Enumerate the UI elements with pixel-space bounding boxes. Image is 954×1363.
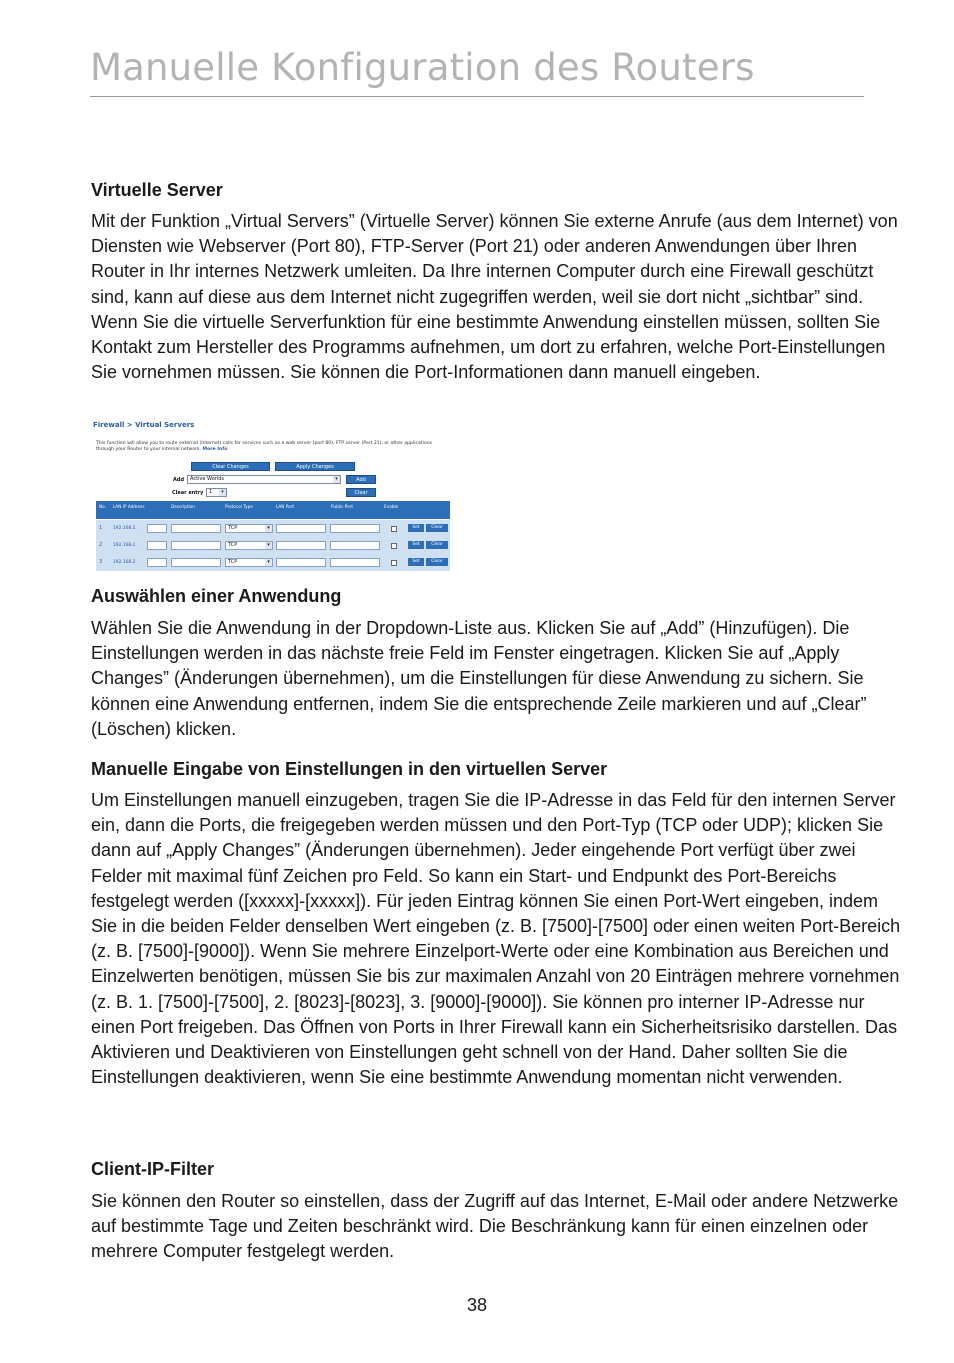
clear-row-button[interactable]: Clear bbox=[426, 524, 448, 532]
column-header: LAN Port bbox=[276, 504, 295, 509]
section-heading: Auswählen einer Anwendung bbox=[91, 586, 342, 606]
public-port-input[interactable] bbox=[330, 558, 380, 567]
virtual-servers-screenshot bbox=[93, 419, 451, 577]
public-port-input[interactable] bbox=[330, 541, 380, 550]
column-header: Enable bbox=[384, 504, 399, 509]
more-info-link[interactable]: More Info bbox=[202, 447, 228, 452]
add-button[interactable]: Add bbox=[346, 475, 376, 484]
breadcrumb: Firewall > Virtual Servers bbox=[93, 421, 195, 429]
column-header: No. bbox=[99, 504, 106, 509]
intro-body: This function will allow you to route external (Internet) calls for services such as a web server (port 80), FTP server (Port 21), or other applications through your Router to your internal network. bbox=[96, 441, 433, 452]
lan-port-input[interactable] bbox=[276, 524, 326, 533]
set-button[interactable]: Set bbox=[408, 558, 424, 566]
clear-row-button[interactable]: Clear bbox=[426, 558, 448, 566]
lan-port-input[interactable] bbox=[276, 541, 326, 550]
protocol-value: TCP bbox=[228, 542, 238, 548]
section-text: Mit der Funktion „Virtual Servers” (Virtuelle Server) können Sie externe Anrufe (aus dem Internet) von Diensten wie Webserver (Port 80), FTP-Server (Port 21) oder anderen Anwendungen über Ihren Router in Ihr internes Netzwerk umleiten. Da Ihre internen Computer durch eine Firewall geschützt sind, kann auf diese aus dem Internet nicht zugegriffen werden, weil sie dort nicht „sichtbar” sind. Wenn Sie die virtuelle Serverfunktion für eine bestimmte Anwendung einstellen müssen, sollten Sie Kontakt zum Hersteller des Programms aufnehmen, um dort zu erfahren, welche Port-Einstellungen Sie vornehmen müssen. Sie können die Port-Informationen dann manuell eingeben. bbox=[91, 211, 898, 383]
chevron-down-icon: ▾ bbox=[265, 542, 272, 549]
ip-prefix-text: 192.168.2. bbox=[113, 560, 137, 565]
lan-port-input[interactable] bbox=[276, 558, 326, 567]
section-select-application bbox=[91, 584, 903, 742]
clear-entry-select[interactable] bbox=[206, 488, 227, 497]
section-text: Wählen Sie die Anwendung in der Dropdown-Liste aus. Klicken Sie auf „Add” (Hinzufügen). Die Einstellungen werden in das nächste freie Feld im Fenster eingetragen. Klicken Sie auf „Apply Changes” (Änderungen übernehmen), um die Einstellungen für diese Anwendung zu sichern. Sie können eine Anwendung entfernen, indem Sie die entsprechende Zeile markieren und auf „Clear” (Löschen) klicken. bbox=[91, 618, 867, 739]
section-heading: Virtuelle Server bbox=[91, 180, 223, 200]
column-header: Description bbox=[171, 504, 195, 509]
description-input[interactable] bbox=[171, 558, 221, 567]
ip-prefix-text: 192.168.2. bbox=[113, 526, 137, 531]
row-number: 3 bbox=[99, 559, 103, 565]
section-heading: Client-IP-Filter bbox=[91, 1159, 215, 1179]
protocol-select[interactable] bbox=[225, 558, 273, 567]
section-text: Um Einstellungen manuell einzugeben, tragen Sie die IP-Adresse in das Feld für den internen Server ein, dann die Ports, die freigegeben werden müssen und den Port-Typ (TCP oder UDP); klicken Sie dann auf „Apply Changes” (Änderungen übernehmen). Jeder eingehende Port verfügt über zwei Felder mit maximal fünf Zeichen pro Feld. So kann ein Start- und Endpunkt des Port-Bereichs festgelegt werden ([xxxxx]-[xxxxx]). Für jeden Eintrag können Sie einen Port-Wert eingeben, indem Sie in die beiden Felder denselben Wert eingeben (z. B. [7500]-[7500] oder einen weiten Port-Bereich (z. B. [7500]-[9000]). Wenn Sie mehrere Einzelport-Werte oder eine Kombination aus Bereichen und Einzelwerten benötigen, müssen Sie bis zur maximalen Anzahl von 20 Einträgen mehrere vornehmen (z. B. 1. [7500]-[7500], 2. [8023]-[8023], 3. [9000]-[9000]). Sie können pro interner IP-Adresse nur einen Port freigeben. Das Öffnen von Ports in Ihrer Firewall kann ein Sicherheitsrisiko darstellen. Das Aktivieren und Deaktivieren von Einstellungen geht schnell von der Hand. Daher sollten Sie die Einstellungen deaktivieren, wenn Sie eine bestimmte Anwendung momentan nicht verwenden. bbox=[91, 790, 901, 1088]
chevron-down-icon: ▾ bbox=[219, 489, 226, 496]
intro-text bbox=[96, 441, 448, 453]
lan-ip-input[interactable] bbox=[147, 524, 167, 533]
chevron-down-icon: ▾ bbox=[265, 525, 272, 532]
page-title: Manuelle Konfiguration des Routers bbox=[90, 46, 755, 89]
row-number: 2 bbox=[99, 542, 103, 548]
clear-changes-button[interactable]: Clear Changes bbox=[191, 462, 270, 471]
protocol-value: TCP bbox=[228, 525, 238, 531]
ip-prefix-text: 192.168.2. bbox=[113, 543, 137, 548]
lan-ip-input[interactable] bbox=[147, 558, 167, 567]
row-number: 1 bbox=[99, 525, 103, 531]
page-number: 38 bbox=[466, 1295, 488, 1315]
clear-entry-button[interactable]: Clear bbox=[346, 488, 376, 497]
application-select-value: Active Worlds bbox=[190, 476, 224, 482]
table-row bbox=[96, 554, 450, 571]
column-header: Public Port bbox=[331, 504, 354, 509]
section-text: Sie können den Router so einstellen, dass der Zugriff auf das Internet, E-Mail oder andere Netzwerke auf bestimmte Tage und Zeiten beschränkt wird. Die Beschränkung kann für einen einzelnen oder mehrere Computer festgelegt werden. bbox=[91, 1191, 899, 1262]
column-header: Protocol Type bbox=[225, 504, 253, 509]
clear-row-button[interactable]: Clear bbox=[426, 541, 448, 549]
enable-checkbox[interactable] bbox=[391, 543, 397, 549]
clear-entry-value: 1 bbox=[209, 489, 213, 495]
set-button[interactable]: Set bbox=[408, 524, 424, 532]
protocol-select[interactable] bbox=[225, 524, 273, 533]
description-input[interactable] bbox=[171, 541, 221, 550]
chevron-down-icon: ▾ bbox=[333, 476, 340, 483]
clear-entry-label: Clear entry bbox=[172, 490, 204, 496]
column-header: LAN IP Address bbox=[113, 504, 145, 509]
table-row bbox=[96, 520, 450, 537]
table-row bbox=[96, 537, 450, 554]
section-client-ip-filter bbox=[91, 1157, 903, 1265]
section-manual-entry bbox=[91, 757, 903, 1090]
set-button[interactable]: Set bbox=[408, 541, 424, 549]
description-input[interactable] bbox=[171, 524, 221, 533]
enable-checkbox[interactable] bbox=[391, 526, 397, 532]
table-header bbox=[96, 501, 450, 519]
public-port-input[interactable] bbox=[330, 524, 380, 533]
chevron-down-icon: ▾ bbox=[265, 559, 272, 566]
protocol-select[interactable] bbox=[225, 541, 273, 550]
section-virtual-servers bbox=[91, 178, 903, 385]
apply-changes-button[interactable]: Apply Changes bbox=[275, 462, 355, 471]
section-heading: Manuelle Eingabe von Einstellungen in den virtuellen Server bbox=[91, 759, 608, 779]
title-divider bbox=[90, 96, 864, 97]
add-label: Add bbox=[173, 477, 185, 483]
application-select[interactable] bbox=[187, 475, 341, 484]
enable-checkbox[interactable] bbox=[391, 560, 397, 566]
protocol-value: TCP bbox=[228, 559, 238, 565]
lan-ip-input[interactable] bbox=[147, 541, 167, 550]
